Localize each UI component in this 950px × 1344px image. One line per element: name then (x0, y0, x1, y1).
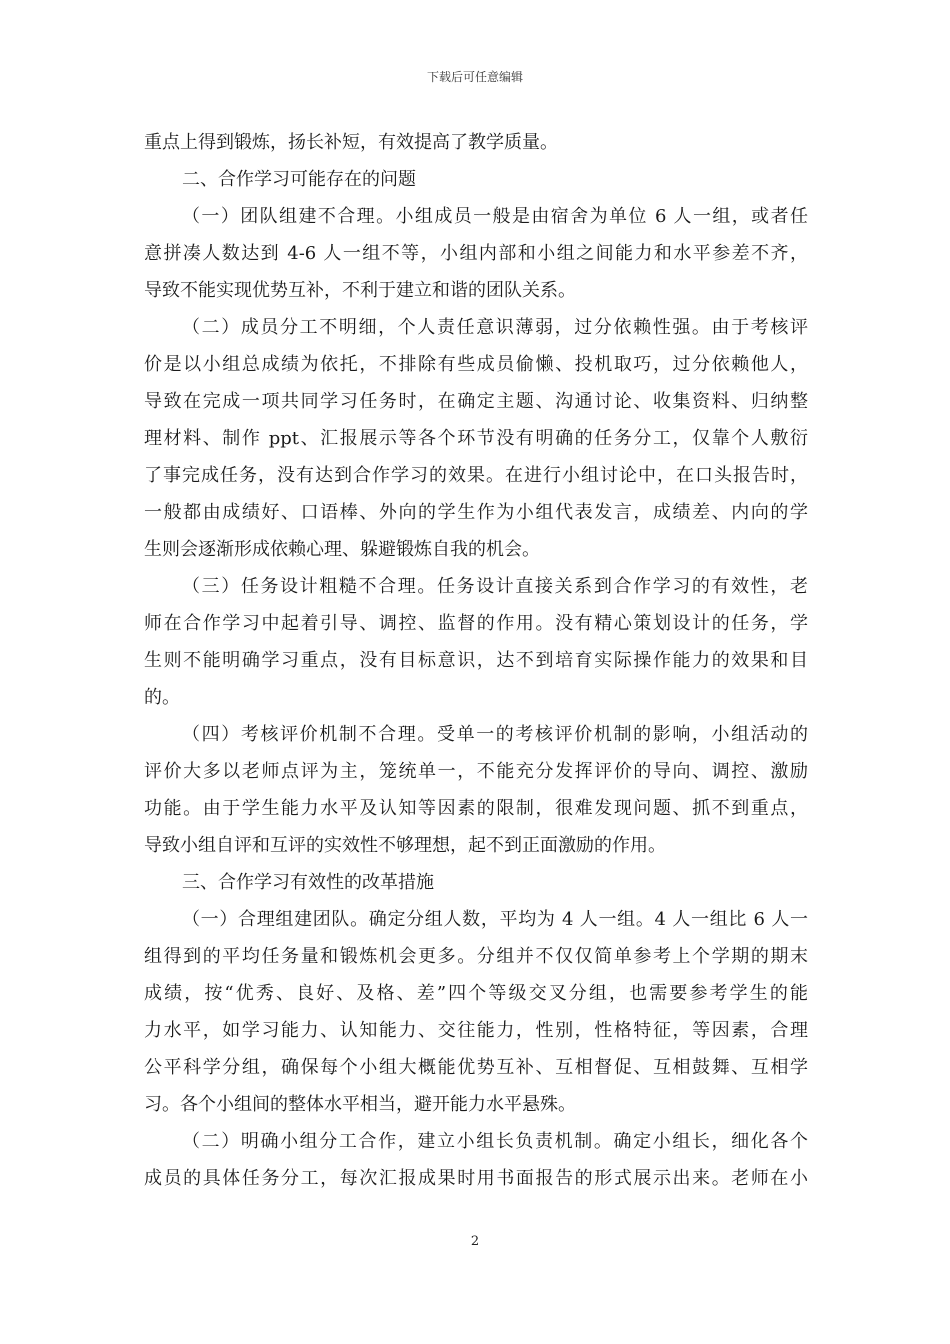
text-line: 公平科学分组，确保每个小组大概能优势互补、互相督促、互相鼓舞、互相学 (144, 1057, 808, 1078)
text-line: 生则会逐渐形成依赖心理、躲避锻炼自我的机会。 (144, 539, 540, 560)
text-line: 导致不能实现优势互补，不利于建立和谐的团队关系。 (144, 280, 576, 301)
text-line: 成员的具体任务分工，每次汇报成果时用书面报告的形式展示出来。老师在小 (144, 1168, 808, 1189)
text-line: 组得到的平均任务量和锻炼机会更多。分组并不仅仅简单参考上个学期的期末 (144, 946, 808, 967)
text-line: （一）合理组建团队。确定分组人数，平均为 4 人一组。4 人一组比 6 人一 (182, 909, 808, 930)
text-line: （四）考核评价机制不合理。受单一的考核评价机制的影响，小组活动的 (182, 724, 808, 745)
text-line: （一）团队组建不合理。小组成员一般是由宿舍为单位 6 人一组，或者任 (182, 206, 808, 227)
text-line: （三）任务设计粗糙不合理。任务设计直接关系到合作学习的有效性，老 (182, 576, 808, 597)
page-header: 下载后可任意编辑 (426, 70, 523, 84)
text-line: 成绩，按“优秀、良好、及格、差”四个等级交叉分组，也需要参考学生的能 (144, 983, 808, 1004)
text-line: （二）明确小组分工合作，建立小组长负责机制。确定小组长，细化各个 (182, 1131, 808, 1152)
text-line: 的。 (144, 687, 180, 708)
text-line: 功能。由于学生能力水平及认知等因素的限制，很难发现问题、抓不到重点， (144, 798, 808, 819)
text-line: 力水平，如学习能力、认知能力、交往能力，性别，性格特征，等因素，合理 (144, 1020, 808, 1041)
text-line: 意拼凑人数达到 4-6 人一组不等，小组内部和小组之间能力和水平参差不齐， (144, 243, 808, 264)
text-line: 师在合作学习中起着引导、调控、监督的作用。没有精心策划设计的任务，学 (144, 613, 808, 634)
text-line: 二、合作学习可能存在的问题 (182, 169, 416, 190)
text-line: 导致小组自评和互评的实效性不够理想，起不到正面激励的作用。 (144, 835, 666, 856)
text-line: 生则不能明确学习重点，没有目标意识，达不到培育实际操作能力的效果和目 (144, 650, 808, 671)
text-line: （二）成员分工不明细，个人责任意识薄弱，过分依赖性强。由于考核评 (182, 317, 808, 338)
text-line: 重点上得到锻炼，扬长补短，有效提高了教学质量。 (144, 132, 558, 153)
text-line: 理材料、制作 ppt、汇报展示等各个环节没有明确的任务分工，仅靠个人敷衍 (144, 428, 808, 449)
text-line: 导致在完成一项共同学习任务时，在确定主题、沟通讨论、收集资料、归纳整 (144, 391, 808, 412)
text-line: 了事完成任务，没有达到合作学习的效果。在进行小组讨论中，在口头报告时， (144, 465, 808, 486)
text-line: 习。各个小组间的整体水平相当，避开能力水平悬殊。 (144, 1094, 576, 1115)
text-line: 三、合作学习有效性的改革措施 (182, 872, 434, 893)
text-line: 评价大多以老师点评为主，笼统单一，不能充分发挥评价的导向、调控、激励 (144, 761, 808, 782)
document-body (144, 124, 808, 1197)
text-line: 价是以小组总成绩为依托，不排除有些成员偷懒、投机取巧，过分依赖他人， (144, 354, 808, 375)
text-line: 一般都由成绩好、口语棒、外向的学生作为小组代表发言，成绩差、内向的学 (144, 502, 808, 523)
page-number: 2 (470, 1234, 480, 1249)
